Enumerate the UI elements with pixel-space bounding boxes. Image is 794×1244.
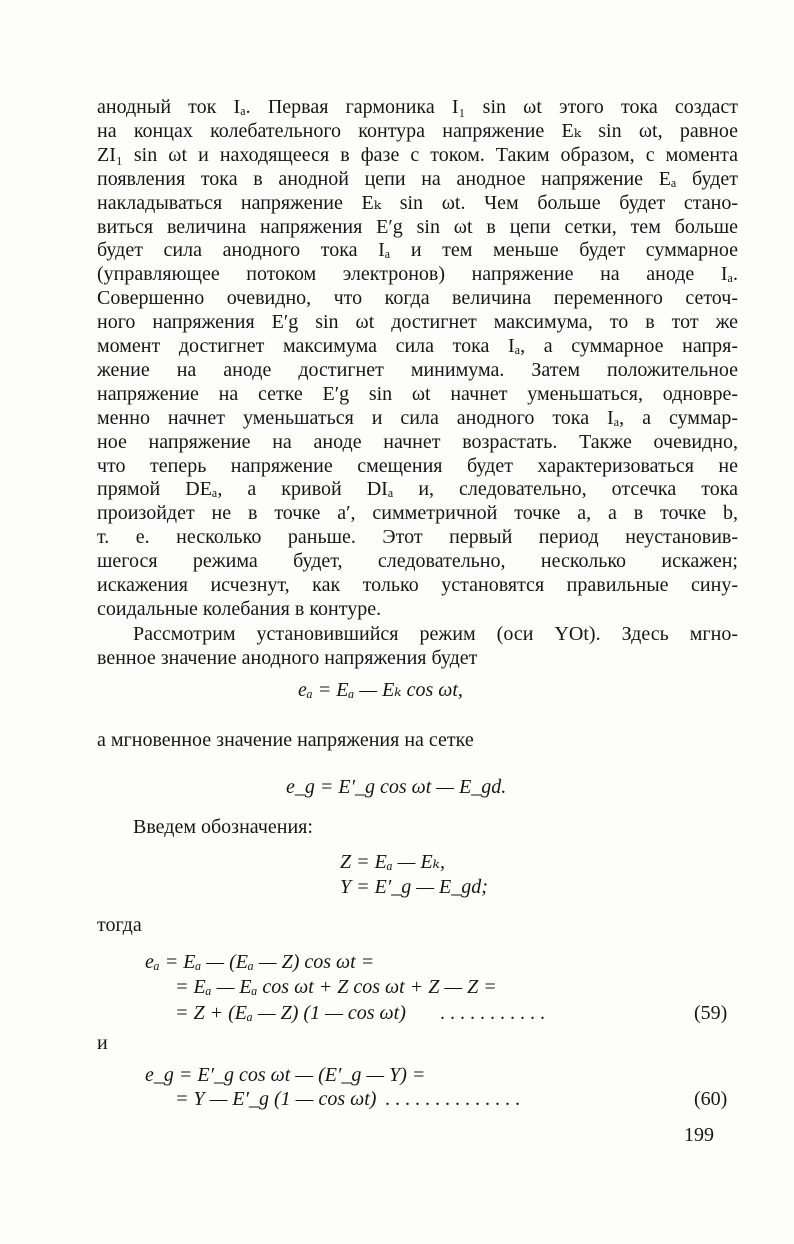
- paragraph-1-line: менно начнет уменьшаться и сила анодного тока Iₐ, а суммар-: [97, 406, 738, 429]
- equation-60-line-1: e_g = E′_g cos ωt — (E′_g — Y) =: [145, 1064, 426, 1086]
- equation-59-line-2: = Eₐ — Eₐ cos ωt + Z cos ωt + Z — Z =: [175, 976, 497, 998]
- paragraph-1-line: т. е. несколько раньше. Этот первый период неустановив-: [97, 526, 738, 549]
- text-notation: Введем обозначения:: [133, 816, 313, 838]
- paragraph-2-line: Рассмотрим установившийся режим (оси YOt). Здесь мгно-: [133, 623, 738, 645]
- equation-grid-voltage: e_g = E′_g cos ωt — E_gd.: [286, 776, 507, 798]
- paragraph-1-line: соидальные колебания в контуре.: [97, 597, 382, 620]
- page-number: 199: [684, 1124, 714, 1146]
- paragraph-1-line: на концах колебательного контура напряжение Eₖ sin ωt, равное: [97, 119, 738, 142]
- equation-60-number: (60): [694, 1088, 728, 1110]
- equation-60-leader-dots: . . . . . . . . . . . . . .: [385, 1088, 520, 1110]
- equation-59-line-1: eₐ = Eₐ — (Eₐ — Z) cos ωt =: [145, 951, 375, 973]
- text-then: тогда: [97, 914, 142, 936]
- paragraph-1-line: появления тока в анодной цепи на анодное напряжение Eₐ будет: [97, 167, 738, 190]
- paragraph-1-line: момент достигнет максимума сила тока Iₐ, а суммарное напря-: [97, 335, 738, 357]
- equation-59-line-3: = Z + (Eₐ — Z) (1 — cos ωt): [175, 1002, 406, 1024]
- paragraph-1-line: Совершенно очевидно, что когда величина переменного сеточ-: [97, 287, 738, 310]
- paragraph-1-line: жение на аноде достигнет минимума. Затем положительное: [97, 358, 738, 381]
- equation-anode-voltage: eₐ = Eₐ — Eₖ cos ωt,: [298, 679, 463, 701]
- paragraph-1-line: (управляющее потоком электронов) напряжение на аноде Iₐ.: [97, 263, 738, 286]
- paragraph-1-line: что теперь напряжение смещения будет характеризоваться не: [97, 454, 738, 477]
- text-and: и: [97, 1032, 108, 1054]
- paragraph-1-line: ZI₁ sin ωt и находящееся в фазе с током. Таким образом, с момента: [97, 143, 738, 166]
- paragraph-1-line: анодный ток Iₐ. Первая гармоника I₁ sin ωt этого тока создаст: [97, 96, 738, 118]
- equation-59-number: (59): [694, 1002, 728, 1024]
- paragraph-1-line: напряжение на сетке E′g sin ωt начнет уменьшаться, одновре-: [97, 382, 738, 405]
- paragraph-1-line: будет сила анодного тока Iₐ и тем меньше будет суммарное: [97, 239, 738, 262]
- paragraph-1-line: ного напряжения E′g sin ωt достигнет максимума, то в тот же: [97, 311, 738, 334]
- paragraph-2-line: венное значение анодного напряжения будет: [97, 647, 478, 669]
- equation-60-line-2: = Y — E′_g (1 — cos ωt): [175, 1088, 377, 1110]
- equation-Y: Y = E′_g — E_gd;: [340, 876, 488, 898]
- paragraph-1-line: произойдет не в точке a′, симметричной точке a, а в точке b,: [97, 502, 738, 525]
- equation-Z: Z = Eₐ — Eₖ,: [340, 851, 445, 873]
- paragraph-1-line: накладываться напряжение Eₖ sin ωt. Чем больше будет стано-: [97, 191, 738, 214]
- paragraph-1-line: искажения исчезнут, как только установятся правильные сину-: [97, 574, 738, 596]
- text-grid-voltage: а мгновенное значение напряжения на сетке: [97, 729, 474, 751]
- paragraph-1-line: прямой DEₐ, а кривой DIₐ и, следовательно, отсечка тока: [97, 478, 738, 501]
- paragraph-1-line: шегося режима будет, следовательно, несколько искажен;: [97, 550, 738, 573]
- paragraph-1-line: виться величина напряжения E′g sin ωt в цепи сетки, тем больше: [97, 215, 738, 238]
- paragraph-1-line: ное напряжение на аноде начнет возрастать. Также очевидно,: [97, 430, 738, 453]
- equation-59-leader-dots: . . . . . . . . . . .: [440, 1002, 545, 1024]
